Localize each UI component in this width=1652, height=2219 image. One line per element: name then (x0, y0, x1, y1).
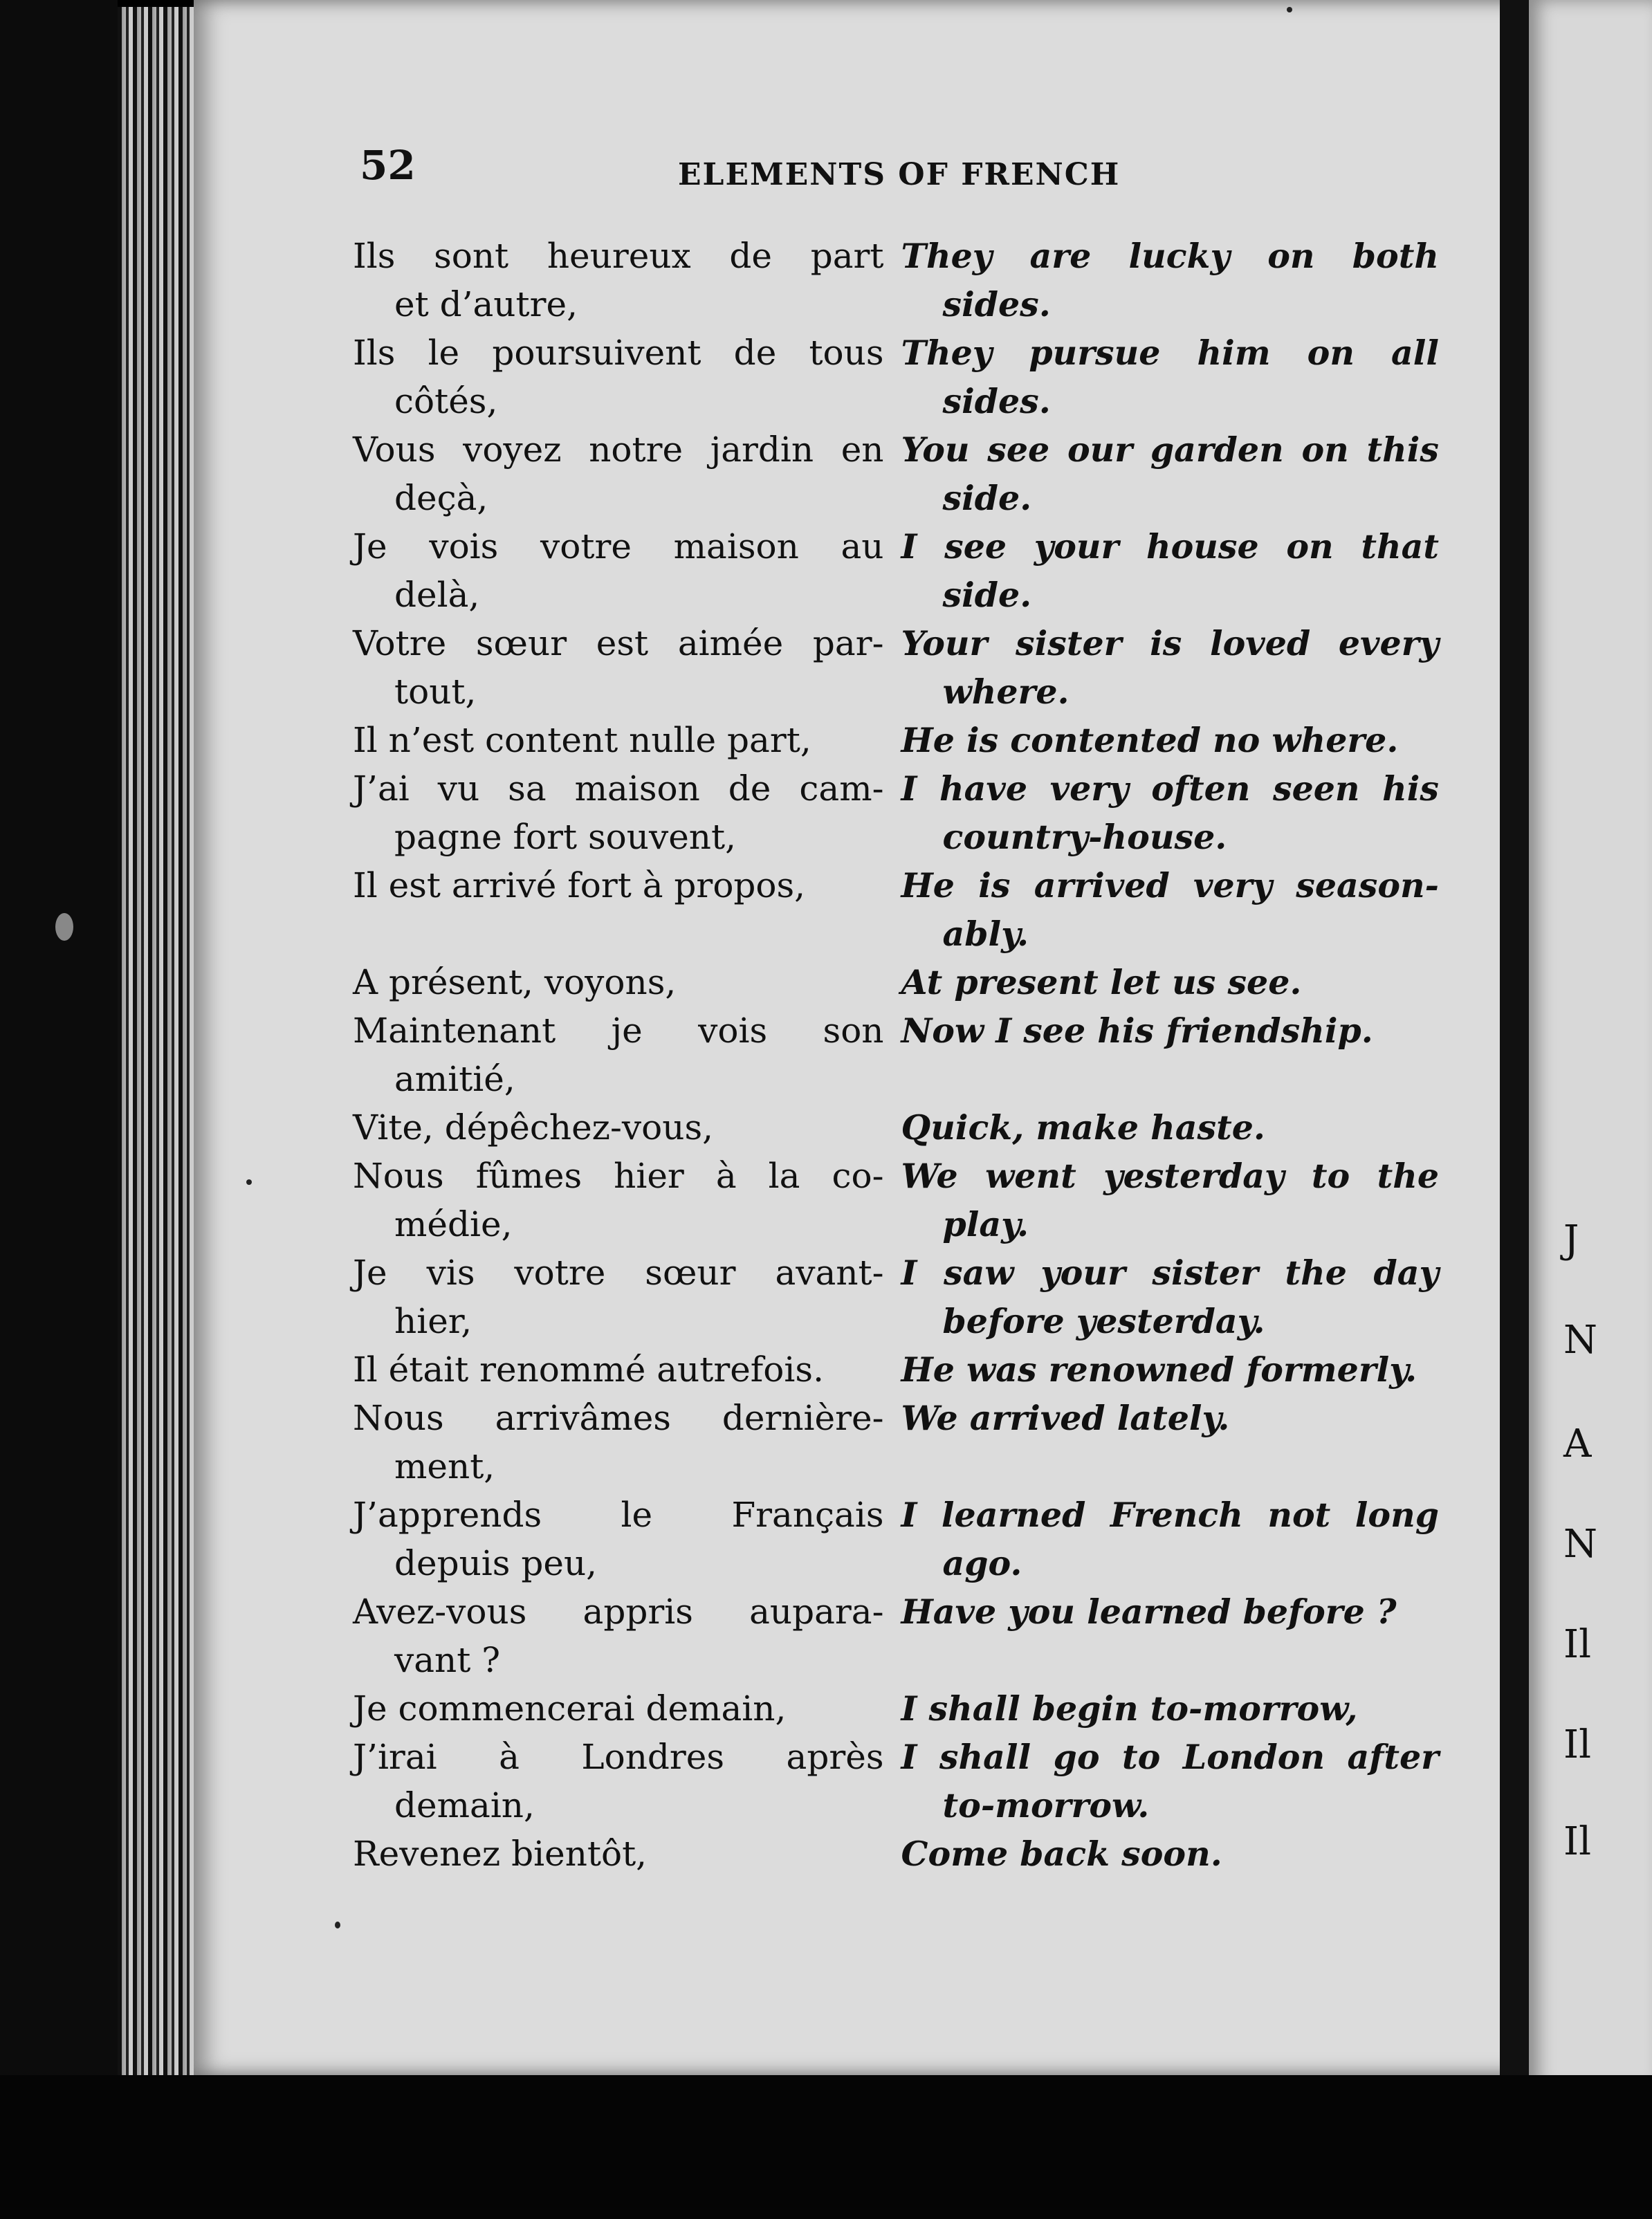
phrase-row (353, 1491, 1439, 1587)
english-line: I shall begin to-morrow, (901, 1688, 1358, 1729)
english-translation (901, 1006, 1439, 1055)
scanner-bottom-margin (0, 2075, 1652, 2219)
english-line: ably. (942, 914, 1029, 954)
english-translation (901, 958, 1439, 1006)
french-line: delà, (394, 575, 480, 615)
english-translation (901, 1830, 1439, 1878)
phrase-row (353, 764, 1439, 861)
french-phrase (353, 764, 884, 861)
english-line: play. (942, 1204, 1029, 1244)
english-line: They pursue him on all (901, 333, 1439, 373)
french-line: Je commencerai demain, (353, 1688, 787, 1729)
phrase-row (353, 1249, 1439, 1345)
phrase-row (353, 329, 1439, 425)
english-translation (901, 861, 1439, 958)
french-line: Ils le poursuivent de tous (353, 333, 884, 373)
french-line: A présent, voyons, (353, 962, 677, 1002)
french-line: ment, (394, 1446, 495, 1486)
french-line: J’irai à Londres après (353, 1737, 884, 1777)
english-line: country-house. (942, 817, 1227, 857)
english-translation (901, 716, 1439, 764)
english-translation (901, 1152, 1439, 1249)
ink-speck (55, 913, 73, 941)
english-line: He is contented no where. (901, 720, 1399, 760)
english-line: He is arrived very season- (901, 865, 1439, 905)
french-line: amitié, (394, 1059, 515, 1099)
english-line: I learned French not long (901, 1495, 1439, 1535)
french-line: Nous arrivâmes dernière- (353, 1398, 884, 1438)
next-page-fragment (1529, 0, 1652, 2089)
french-phrase (353, 1345, 884, 1394)
french-phrase (353, 716, 884, 764)
french-line: Vous voyez notre jardin en (353, 430, 884, 470)
english-translation (901, 329, 1439, 425)
french-phrase (353, 958, 884, 1006)
french-line: médie, (394, 1204, 513, 1244)
phrase-row (353, 1152, 1439, 1249)
phrase-row (353, 1103, 1439, 1152)
french-line: Vite, dépêchez-vous, (353, 1107, 714, 1148)
english-line: You see our garden on this (901, 430, 1439, 470)
french-phrase (353, 522, 884, 619)
english-line: Your sister is loved every (901, 623, 1439, 663)
english-line: We went yesterday to the (901, 1156, 1439, 1196)
book-page-edges (118, 7, 194, 2075)
phrase-row (353, 1587, 1439, 1684)
phrase-list (353, 232, 1439, 1878)
english-line: I have very often seen his (901, 768, 1439, 809)
french-phrase (353, 619, 884, 716)
french-line: Votre sœur est aimée par- (353, 623, 884, 663)
french-phrase (353, 1006, 884, 1103)
english-translation (901, 1587, 1439, 1636)
english-line: before yesterday. (942, 1301, 1265, 1341)
french-phrase (353, 1152, 884, 1249)
french-line: Il était renommé autrefois. (353, 1350, 824, 1390)
french-line: vant ? (394, 1640, 501, 1680)
english-line: sides. (942, 284, 1051, 324)
page-header (360, 142, 1190, 204)
english-line: where. (942, 672, 1070, 712)
english-translation (901, 1684, 1439, 1733)
english-line: side. (942, 478, 1032, 518)
english-line: side. (942, 575, 1032, 615)
english-translation (901, 232, 1439, 329)
phrase-row (353, 232, 1439, 329)
english-line: Come back soon. (901, 1834, 1222, 1874)
scanner-left-margin (0, 0, 118, 2219)
french-line: Il n’est content nulle part, (353, 720, 811, 760)
phrase-row (353, 1006, 1439, 1103)
english-line: I see your house on that (901, 526, 1439, 567)
phrase-row (353, 716, 1439, 764)
english-line: Now I see his friendship. (901, 1011, 1373, 1051)
french-line: J’ai vu sa maison de cam- (353, 768, 884, 809)
french-phrase (353, 1733, 884, 1830)
english-line: I saw your sister the day (901, 1253, 1439, 1293)
next-page-letter: J (1563, 1217, 1579, 1262)
french-phrase (353, 861, 884, 910)
french-phrase (353, 425, 884, 522)
french-line: Je vis votre sœur avant- (353, 1253, 884, 1293)
french-phrase (353, 1491, 884, 1587)
english-line: to-morrow. (942, 1785, 1150, 1825)
phrase-row (353, 1345, 1439, 1394)
english-line: At present let us see. (901, 962, 1302, 1002)
english-line: We arrived lately. (901, 1398, 1230, 1438)
english-translation (901, 1491, 1439, 1587)
french-line: Nous fûmes hier à la co- (353, 1156, 884, 1196)
phrase-row (353, 958, 1439, 1006)
english-line: Have you learned before ? (901, 1592, 1397, 1632)
french-line: Avez-vous appris aupara- (353, 1592, 884, 1632)
english-translation (901, 425, 1439, 522)
french-line: et d’autre, (394, 284, 578, 324)
english-line: He was renowned formerly. (901, 1350, 1417, 1390)
english-line: Quick, make haste. (901, 1107, 1265, 1148)
next-page-letter: N (1563, 1522, 1597, 1567)
french-phrase (353, 232, 884, 329)
french-line: hier, (394, 1301, 472, 1341)
english-line: ago. (942, 1543, 1022, 1583)
phrase-row (353, 425, 1439, 522)
ink-speck (246, 1179, 252, 1185)
phrase-row (353, 1394, 1439, 1491)
french-phrase (353, 1394, 884, 1491)
next-page-letter: A (1563, 1421, 1592, 1466)
phrase-row (353, 1733, 1439, 1830)
next-page-letter: N (1563, 1318, 1597, 1363)
phrase-row (353, 1830, 1439, 1878)
french-line: Maintenant je vois son (353, 1011, 884, 1051)
french-phrase (353, 1249, 884, 1345)
next-page-letter: Il (1563, 1819, 1592, 1864)
english-translation (901, 1733, 1439, 1830)
french-phrase (353, 329, 884, 425)
french-phrase (353, 1684, 884, 1733)
english-translation (901, 1394, 1439, 1442)
english-line: They are lucky on both (901, 236, 1439, 276)
phrase-row (353, 619, 1439, 716)
english-translation (901, 619, 1439, 716)
french-line: Ils sont heureux de part (353, 236, 884, 276)
french-line: Revenez bientôt, (353, 1834, 648, 1874)
french-line: deçà, (394, 478, 488, 518)
english-translation (901, 1345, 1439, 1394)
next-page-letter: Il (1563, 1722, 1592, 1767)
phrase-row (353, 861, 1439, 958)
running-head: ELEMENTS OF FRENCH (678, 157, 1121, 192)
french-phrase (353, 1830, 884, 1878)
english-translation (901, 1249, 1439, 1345)
french-line: demain, (394, 1785, 535, 1825)
french-line: pagne fort souvent, (394, 817, 736, 857)
phrase-row (353, 522, 1439, 619)
french-line: côtés, (394, 381, 498, 421)
english-translation (901, 522, 1439, 619)
ink-speck (1287, 7, 1292, 12)
ink-speck (335, 1922, 340, 1928)
english-line: sides. (942, 381, 1051, 421)
french-line: depuis peu, (394, 1543, 598, 1583)
next-page-letter: Il (1563, 1622, 1592, 1667)
english-translation (901, 764, 1439, 861)
french-line: Je vois votre maison au (353, 526, 884, 567)
french-phrase (353, 1587, 884, 1684)
book-gutter (1500, 0, 1529, 2089)
english-translation (901, 1103, 1439, 1152)
french-phrase (353, 1103, 884, 1152)
french-line: Il est arrivé fort à propos, (353, 865, 806, 905)
page-number: 52 (360, 142, 416, 189)
english-line: I shall go to London after (901, 1737, 1439, 1777)
french-line: tout, (394, 672, 477, 712)
french-line: J’apprends le Français (353, 1495, 884, 1535)
phrase-row (353, 1684, 1439, 1733)
